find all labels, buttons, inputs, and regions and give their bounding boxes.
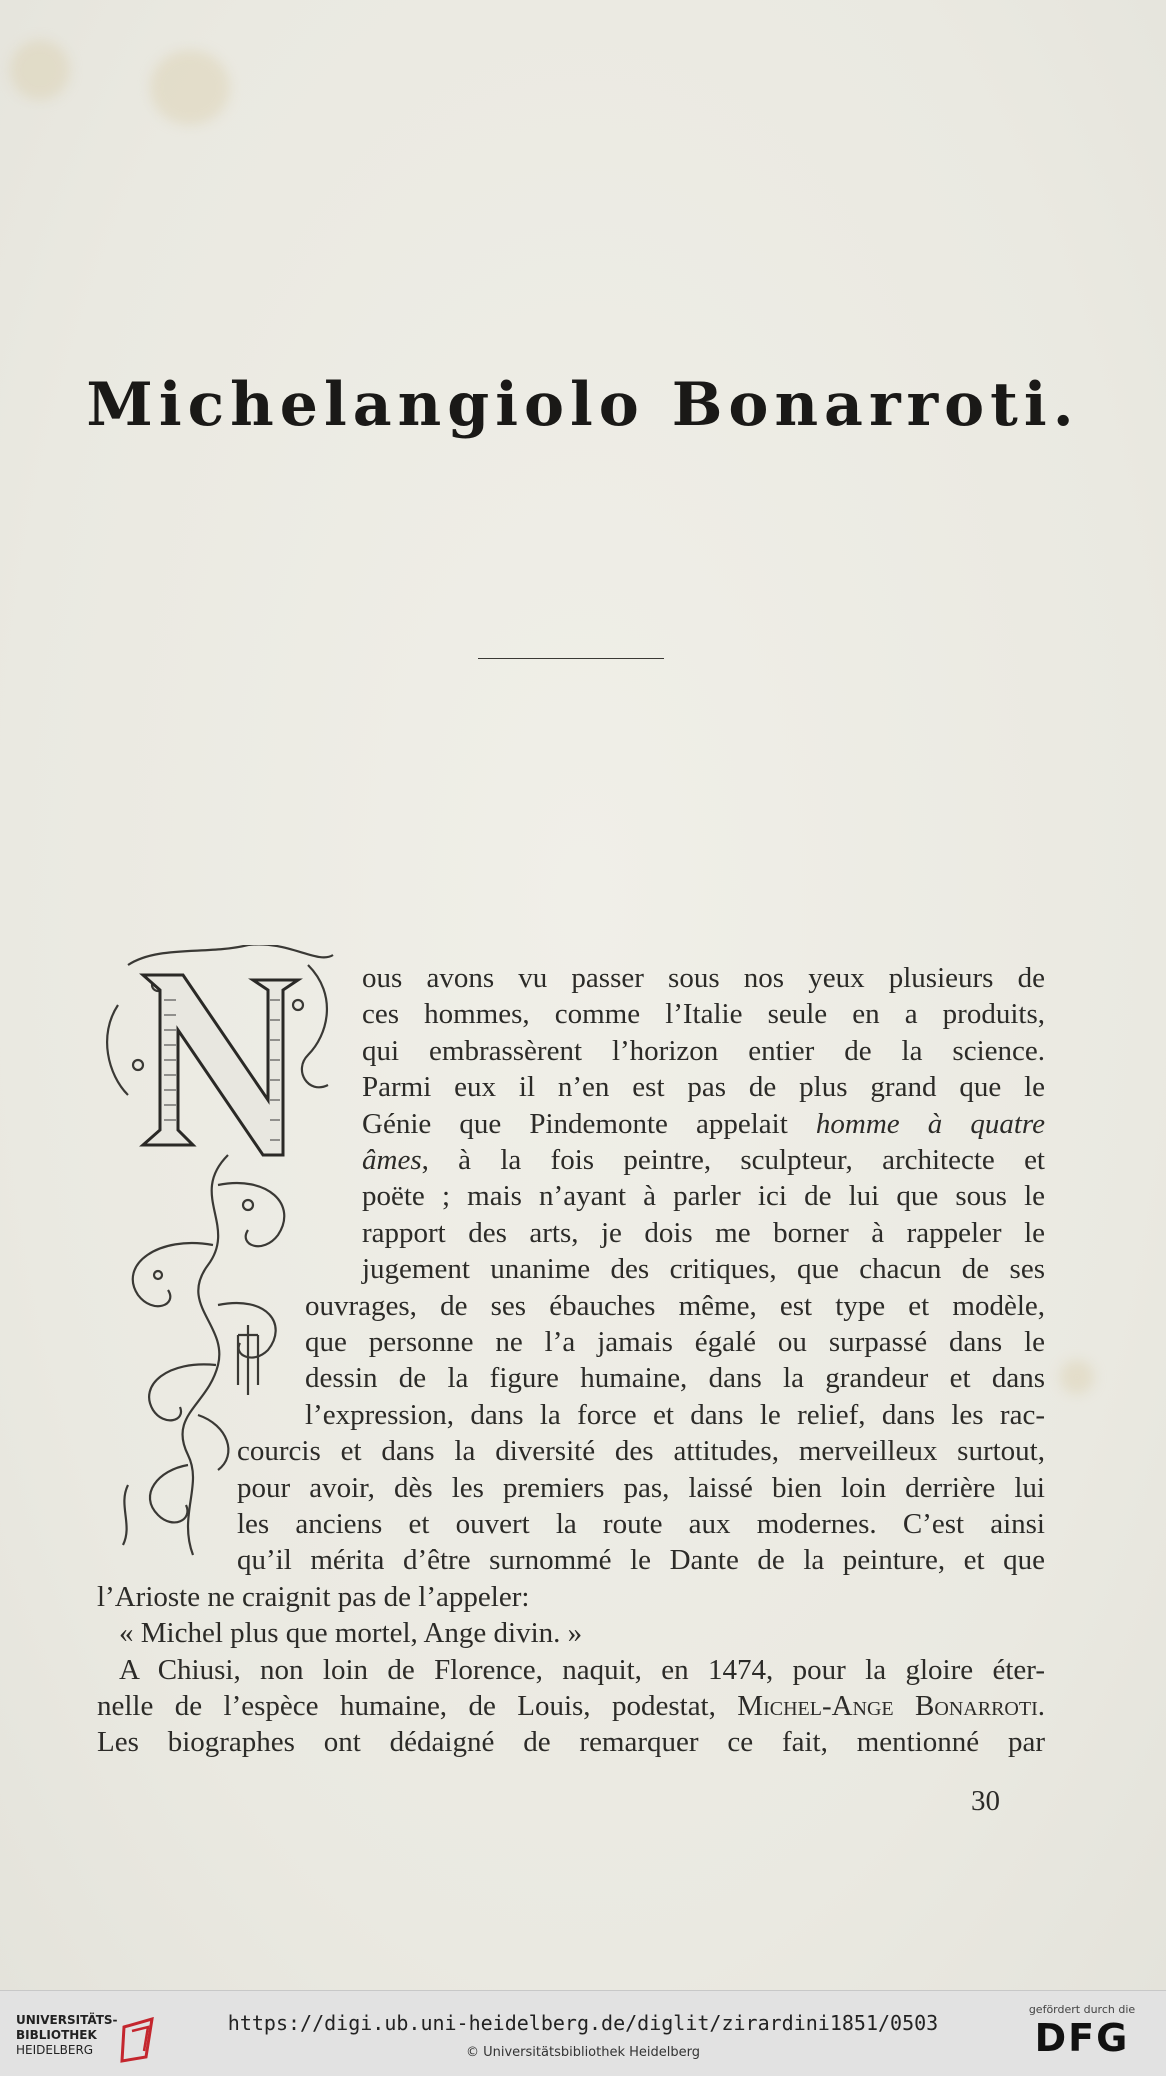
- text-span: Les biographes ont dédaigné de remarquer ce fait, mentionné par: [97, 1726, 1045, 1759]
- text-span: nelle de l’espèce humaine, de Louis, podestat,: [97, 1690, 738, 1722]
- text-span: jugement unanime des critiques, que chacun de ses: [362, 1253, 1045, 1286]
- text-span: « Michel plus que mortel, Ange divin. »: [119, 1617, 583, 1650]
- paper-stain: [150, 50, 230, 125]
- text-span: homme à quatre: [815, 1107, 1045, 1140]
- copyright-notice: © Universitätsbibliothek Heidelberg: [465, 2045, 700, 2060]
- drop-cap-glyph: N: [98, 945, 99, 946]
- text-line: [305, 1360, 1045, 1396]
- text-span: poëte ; mais n’ayant à parler ici de lui que sous le: [362, 1180, 1045, 1213]
- text-line: [362, 1251, 1045, 1287]
- text-span: courcis et dans la diversité des attitudes, merveilleux surtout,: [237, 1435, 1045, 1468]
- text-line: [362, 1106, 1045, 1142]
- text-line: [97, 1688, 1045, 1724]
- text-line: [305, 1397, 1045, 1433]
- text-span: qui embrassèrent l’horizon entier de la science.: [362, 1034, 1045, 1067]
- text-span: ces hommes, comme l’Italie seule en a produits,: [362, 998, 1045, 1031]
- text-span: .: [1037, 1690, 1045, 1722]
- text-line: [362, 1142, 1045, 1178]
- text-span: A Chiusi, non loin de Florence, naquit, en 1474, pour la gloire éter-: [119, 1653, 1045, 1686]
- text-span: que personne ne l’a jamais égalé ou surpassé dans le: [305, 1326, 1045, 1358]
- title-divider: [478, 658, 664, 659]
- text-line: [97, 1579, 1045, 1615]
- text-line: [97, 1615, 1045, 1651]
- text-span: l’expression, dans la force et dans le relief, dans les rac-: [305, 1398, 1045, 1431]
- text-line: [362, 1033, 1045, 1069]
- text-span: dessin de la figure humaine, dans la grandeur et dans: [305, 1362, 1045, 1395]
- library-name-line1: UNIVERSITÄTS-: [16, 2013, 118, 2027]
- text-line: [362, 996, 1045, 1032]
- text-line: [305, 1324, 1045, 1360]
- paper-stain: [10, 40, 70, 100]
- text-span: qu’il mérita d’être surnommé le Dante de la peinture, et que: [237, 1544, 1045, 1577]
- text-span: pour avoir, dès les premiers pas, laissé bien loin derrière lui: [237, 1471, 1045, 1504]
- library-name-line2: BIBLIOTHEK: [16, 2028, 97, 2042]
- text-line: [362, 960, 1045, 996]
- page-title: Michelangiolo Bonarroti.: [86, 370, 1080, 440]
- text-span: , à la fois peintre, sculpteur, architecte et: [421, 1144, 1045, 1176]
- text-span: âmes: [362, 1144, 422, 1176]
- text-span: ouvrages, de ses ébauches même, est type et modèle,: [305, 1289, 1045, 1322]
- paper-stain: [1060, 1360, 1094, 1394]
- text-line: [305, 1288, 1045, 1324]
- text-span: Parmi eux il n’en est pas de plus grand que le: [362, 1071, 1045, 1104]
- text-line: [362, 1069, 1045, 1105]
- text-line: [362, 1215, 1045, 1251]
- name-small-caps: Michel-Ange Bonarroti: [737, 1690, 1038, 1722]
- page-number: 30: [971, 1785, 1000, 1817]
- text-span: ous avons vu passer sous nos yeux plusieurs de: [362, 962, 1045, 994]
- text-line: [97, 1724, 1045, 1760]
- text-line: [362, 1178, 1045, 1214]
- sponsor-block[interactable]: [1022, 2003, 1142, 2060]
- text-line: [237, 1542, 1045, 1578]
- text-line: [237, 1470, 1045, 1506]
- text-span: les anciens et ouvert la route aux modernes. C’est ainsi: [237, 1508, 1045, 1540]
- text-line: [97, 1652, 1045, 1688]
- library-city: HEIDELBERG: [16, 2043, 94, 2057]
- text-line: [237, 1506, 1045, 1542]
- text-span: l’Arioste ne craignit pas de l’appeler:: [97, 1580, 530, 1613]
- text-line: [237, 1433, 1045, 1469]
- text-span: rapport des arts, je dois me borner à rappeler le: [362, 1216, 1045, 1249]
- sponsor-label: gefördert durch die: [1028, 2003, 1136, 2016]
- dfg-logo: DFG: [1034, 2016, 1130, 2060]
- text-span: Génie que Pindemonte appelait: [362, 1107, 816, 1140]
- permalink-url[interactable]: https://digi.ub.uni-heidelberg.de/diglit/zirardini1851/0503: [227, 2011, 939, 2035]
- viewer-footer: [0, 1990, 1166, 2076]
- body-text: [97, 960, 1045, 1761]
